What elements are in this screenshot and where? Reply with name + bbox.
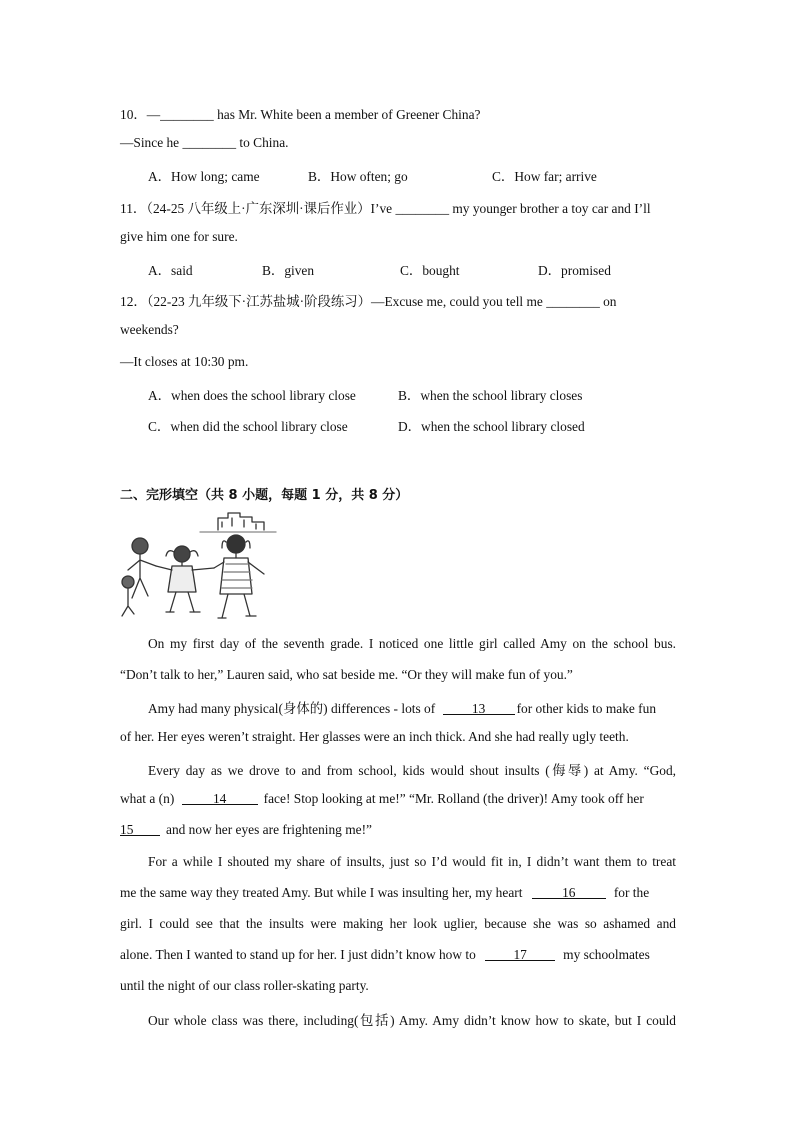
q11-option-c: C．bought <box>400 263 460 278</box>
q11-option-d: D．promised <box>538 263 611 278</box>
passage-line-with-blank-17 <box>120 947 650 963</box>
question-12-stem: 12．（22-23 九年级下·江苏盐城·阶段练习）—Excuse me, could you tell me ________ on <box>120 294 617 309</box>
passage-text: me the same way they treated Amy. But while I was insulting her, my heart <box>120 885 523 900</box>
passage-line: On my first day of the seventh grade. I noticed one little girl called Amy on the school bus. <box>148 636 676 651</box>
passage-line-with-blank-16 <box>120 885 649 901</box>
q10-option-c: C．How far; arrive <box>492 169 597 184</box>
question-10-answer-line: —Since he ________ to China. <box>120 135 289 150</box>
passage-text: face! Stop looking at me!” “Mr. Rolland (the driver)! Amy took off her <box>263 791 644 806</box>
question-12-stem-continued: weekends? <box>120 322 179 337</box>
passage-text: Amy had many physical(身体的) differences - lots of <box>148 701 436 716</box>
passage-line: of her. Her eyes weren’t straight. Her glasses were an inch thick. And she had really ugly teeth. <box>120 729 629 744</box>
passage-line-with-blank-14 <box>120 791 644 807</box>
q10-option-b: B．How often; go <box>308 169 408 184</box>
question-12-answer-line: —It closes at 10:30 pm. <box>120 354 249 369</box>
passage-line-with-blank-13 <box>148 698 656 717</box>
q12-option-d: D．when the school library closed <box>398 419 585 434</box>
blank-17 <box>485 947 555 961</box>
passage-line: girl. I could see that the insults were making her look uglier, because she was so ashamed and <box>120 916 676 931</box>
blank-15 <box>120 822 160 836</box>
q10-option-a: A．How long; came <box>148 169 260 184</box>
section-title-cloze: 二、完形填空（共 8 小题，每题 1 分，共 8 分） <box>120 488 409 503</box>
q11-option-b: B．given <box>262 263 315 278</box>
children-holding-hands-illustration <box>118 508 280 628</box>
blank-16 <box>532 885 606 899</box>
question-11-stem-continued: give him one for sure. <box>120 229 238 244</box>
question-11-stem: 11．（24-25 八年级上·广东深圳·课后作业）I’ve ________ my younger brother a toy car and I’ll <box>120 201 651 216</box>
passage-text: for the <box>613 885 650 900</box>
passage-text: and now her eyes are frightening me!” <box>166 822 372 837</box>
q11-option-a: A．said <box>148 263 193 278</box>
passage-text: my schoolmates <box>563 947 650 962</box>
passage-text: what a (n) <box>120 791 175 806</box>
passage-text: for other kids to make fun <box>516 701 657 716</box>
passage-text: alone. Then I wanted to stand up for her. I just didn’t know how to <box>120 947 476 962</box>
passage-line: “Don’t talk to her,” Lauren said, who sat beside me. “Or they will make fun of you.” <box>120 667 573 682</box>
q12-option-c: C．when did the school library close <box>148 419 348 434</box>
passage-line: until the night of our class roller-skating party. <box>120 978 369 993</box>
passage-line-with-blank-15 <box>120 822 372 838</box>
passage-line: For a while I shouted my share of insults, just so I’d would fit in, I didn’t want them to treat <box>148 854 676 869</box>
blank-number: 15 <box>120 822 134 837</box>
q12-option-b: B．when the school library closes <box>398 388 583 403</box>
passage-line: Every day as we drove to and from school, kids would shout insults (侮辱) at Amy. “God, <box>148 763 676 778</box>
blank-number: 13 <box>471 701 486 716</box>
question-10-stem: 10．—________ has Mr. White been a member of Greener China? <box>120 107 481 122</box>
blank-number: 16 <box>562 885 576 900</box>
blank-13 <box>443 701 515 715</box>
blank-number: 17 <box>513 947 527 962</box>
blank-14 <box>182 791 258 805</box>
blank-number: 14 <box>212 791 227 806</box>
q12-option-a: A．when does the school library close <box>148 388 356 403</box>
passage-line: Our whole class was there, including(包括) Amy. Amy didn’t know how to skate, but I could <box>148 1013 676 1028</box>
